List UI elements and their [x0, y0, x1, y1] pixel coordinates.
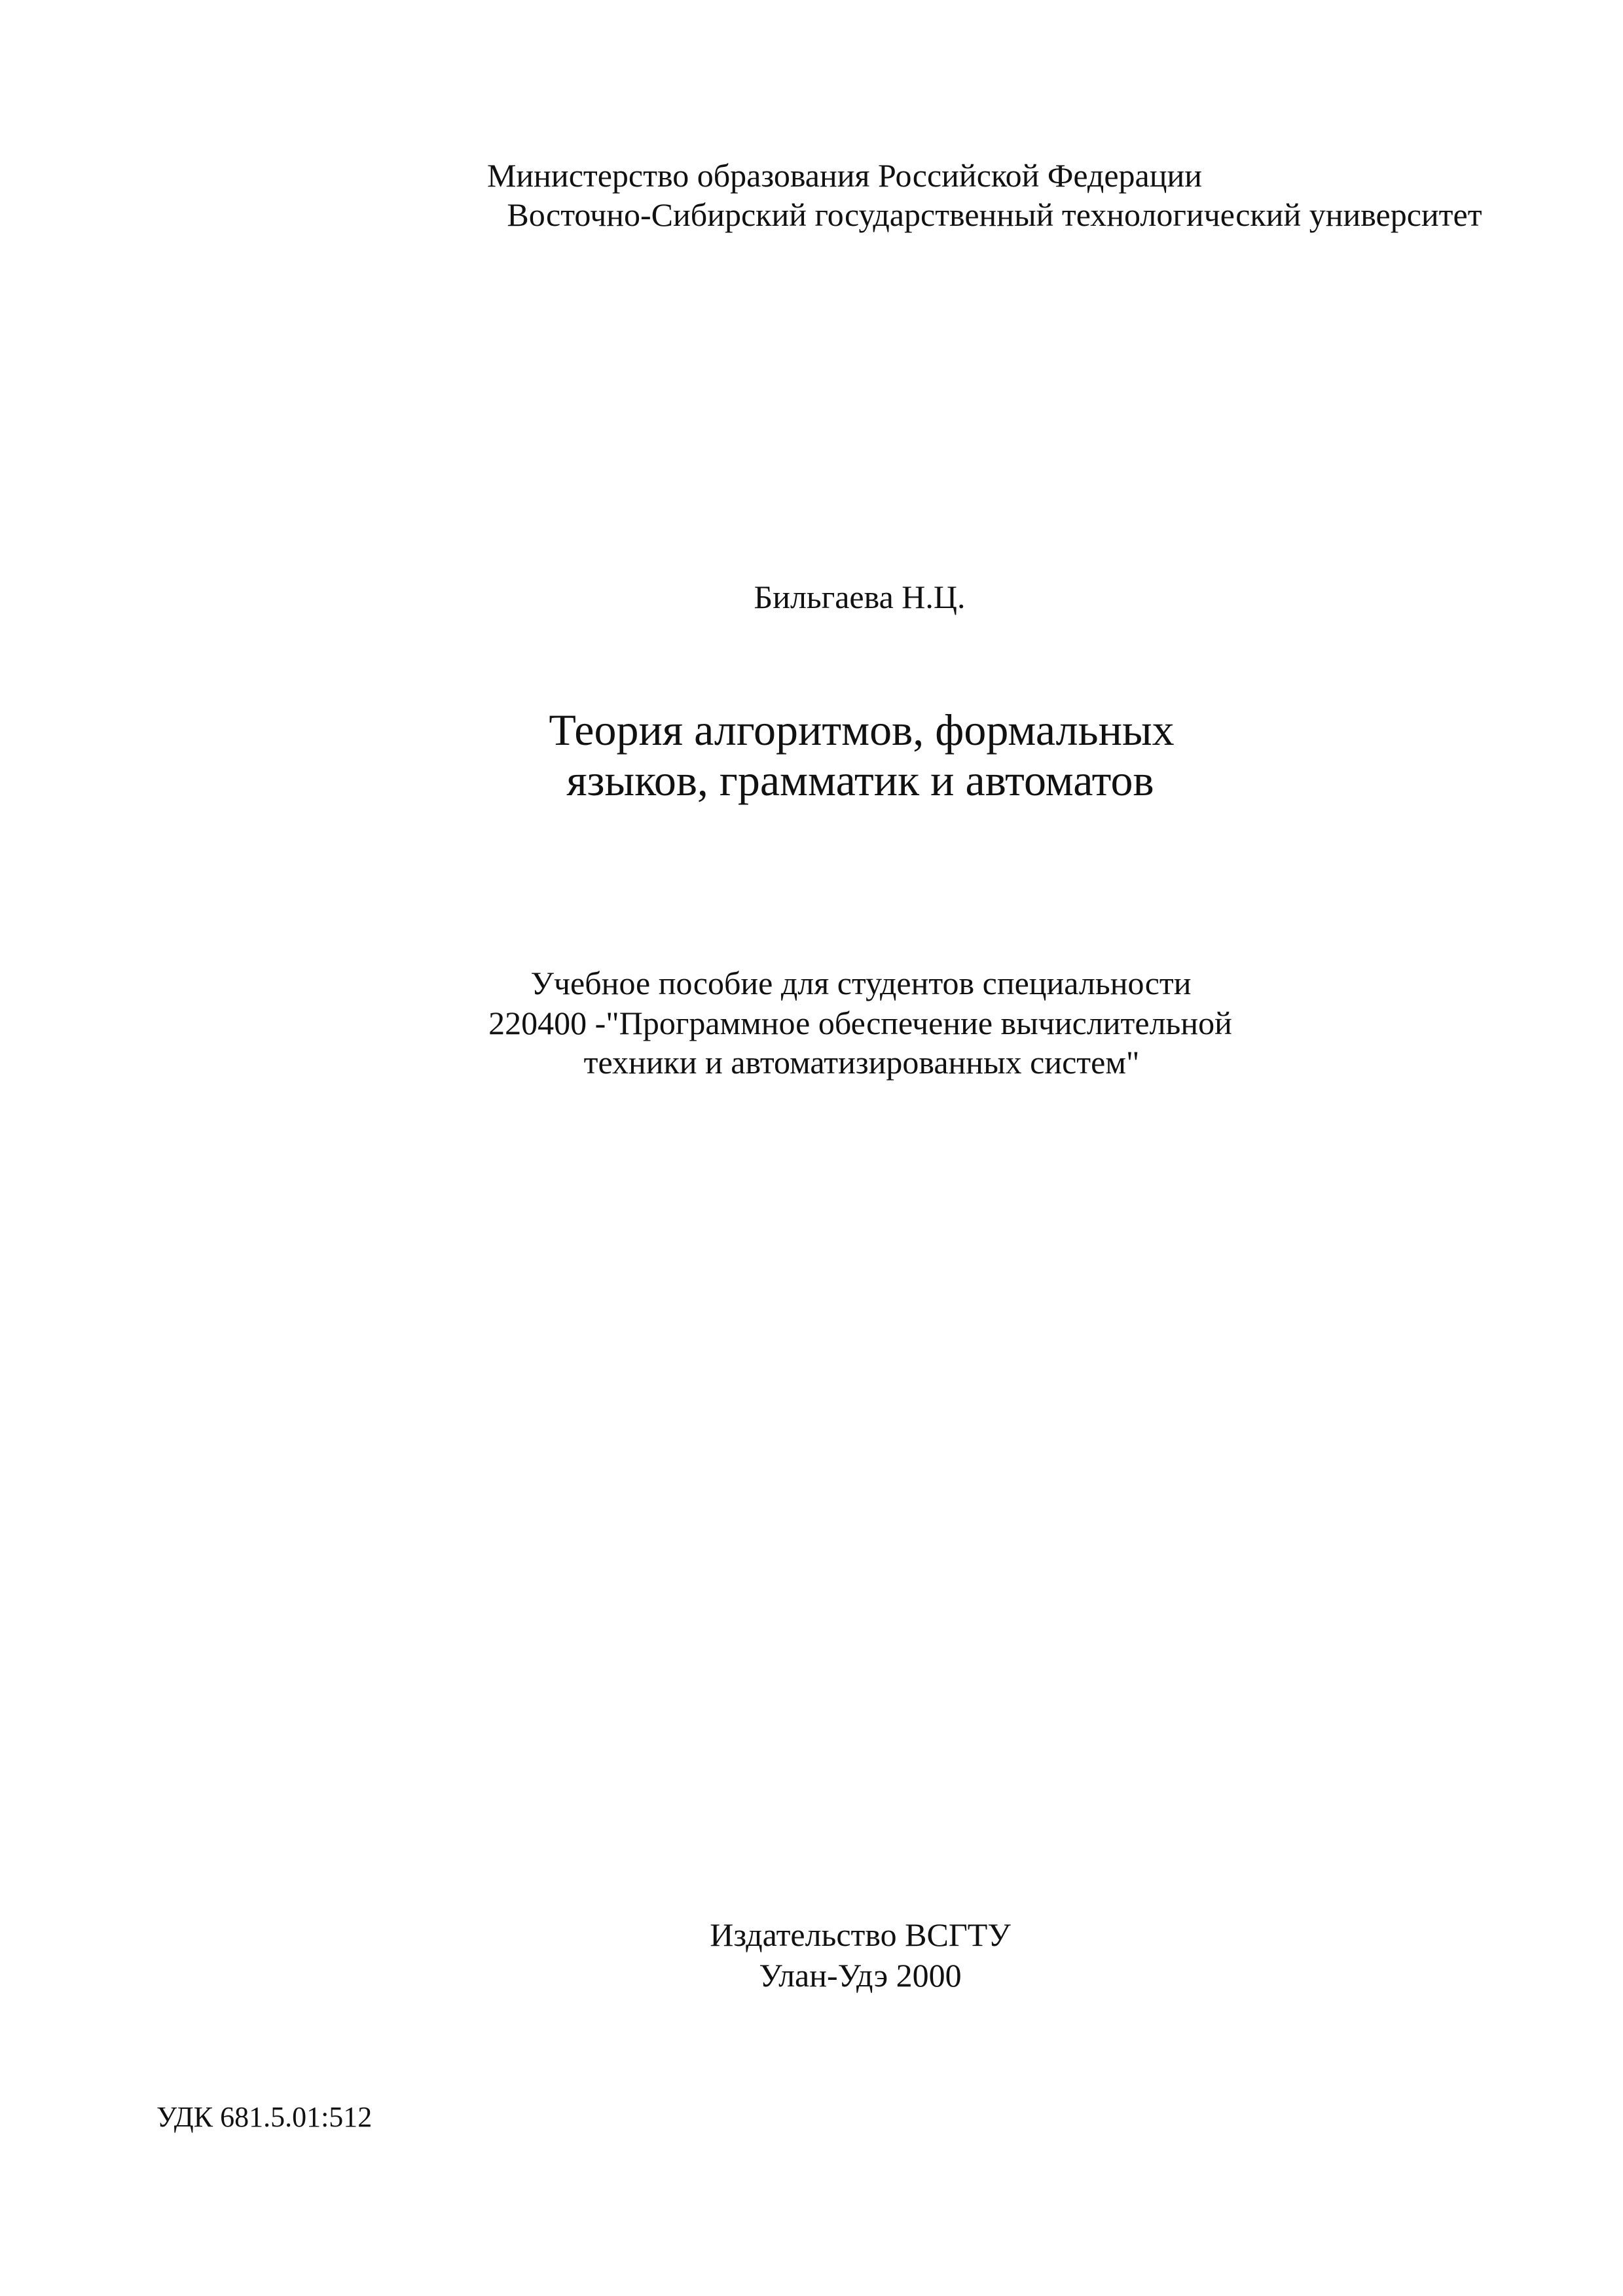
description-line-1: Учебное пособие для студентов специальности [530, 965, 1192, 1001]
description-line-2: 220400 -"Программное обеспечение вычислительной [488, 1005, 1232, 1041]
book-title-line-1: Теория алгоритмов, формальных [549, 705, 1175, 755]
publisher-name: Издательство ВСГТУ [710, 1916, 1011, 1953]
udk-code: УДК 681.5.01:512 [156, 2101, 373, 2133]
book-title-line-2: языков, грамматик и автоматов [566, 755, 1154, 805]
university-header: Восточно-Сибирский государственный технологический университет [507, 196, 1482, 233]
description-line-3: техники и автоматизированных систем" [583, 1044, 1140, 1081]
author-name: Бильгаева Н.Ц. [754, 579, 966, 615]
ministry-header: Министерство образования Российской Федерации [486, 157, 1203, 194]
publisher-city-year: Улан-Удэ 2000 [759, 1957, 962, 1994]
